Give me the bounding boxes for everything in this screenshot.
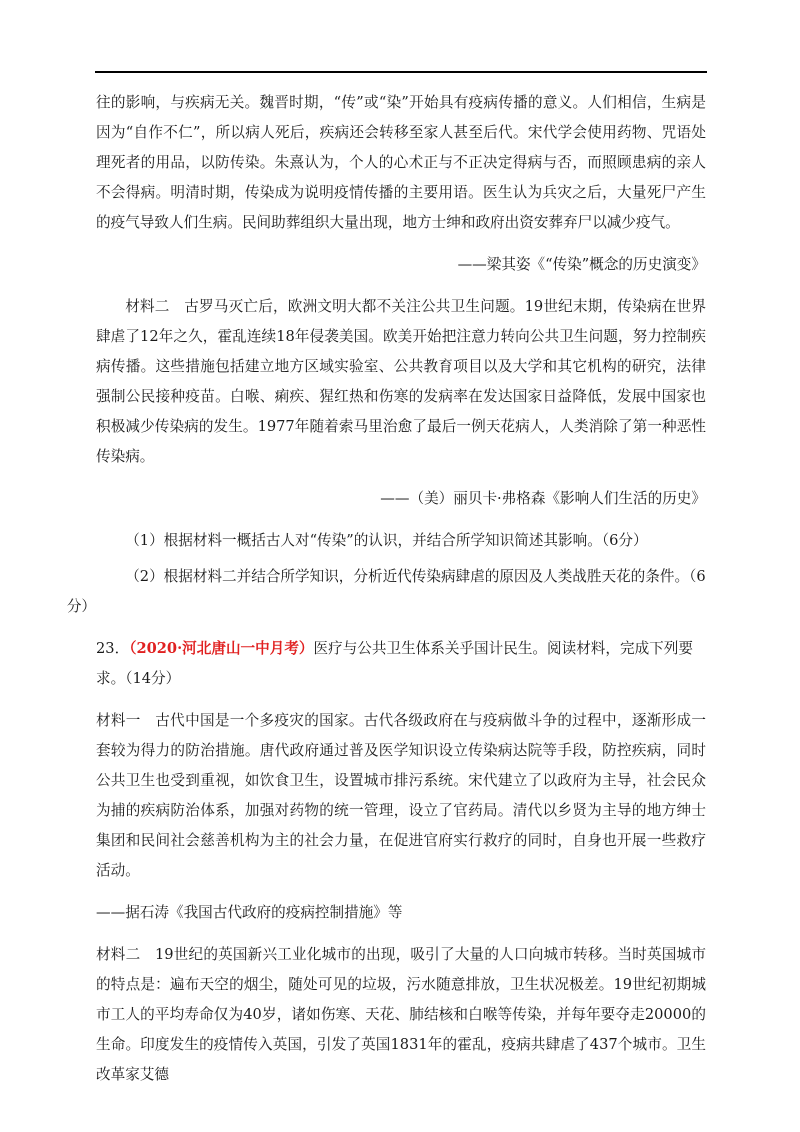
q23-material-1-text: 古代中国是一个多疫灾的国家。古代各级政府在与疫病做斗争的过程中，逐渐形成一套较为得力的防治措施。唐代政府通过普及医学知识设立传染病达院等手段，防控疾病，同时公共卫生也受到重视，如饮食卫生，设置城市排污系统。宋代建立了以政府为主导，社会民众为捕的疾病防治体系，加强对药物的统一管理，设立了官药局。清代以乡贤为主导的地方绅士集团和民间社会慈善机构为主的社会力量，在促进官府实行救疗的同时，自身也开展一些救疗活动。 bbox=[96, 712, 706, 879]
question-23-source-tag: （2020·河北唐山一中月考） bbox=[129, 640, 314, 657]
q23-material-2-text: 19世纪的英国新兴工业化城市的出现，吸引了大量的人口向城市转移。当时英国城市的特点是：遍布天空的烟尘，随处可见的垃圾，污水随意排放，卫生状况极差。19世纪初期城市工人的平均寿命仅为40岁，诸如伤寒、天花、肺结核和白喉等传染，并每年要夺走20000的生命。印度发生的疫情传入英国，引发了英国1831年的霍乱，疫病共肆虐了437个城市。卫生改革家艾德 bbox=[96, 946, 706, 1083]
q23-material-2-label: 材料二 bbox=[96, 946, 141, 963]
q23-material-1-label: 材料一 bbox=[96, 712, 141, 729]
source-citation-2: ——（美）丽贝卡·弗格森《影响人们生活的历史》 bbox=[380, 490, 706, 507]
source-citation-3: ——据石涛《我国古代政府的疫病控制措施》等 bbox=[96, 904, 403, 921]
question-23-heading bbox=[96, 634, 706, 694]
material-2-label: 材料二 bbox=[125, 298, 170, 315]
source-citation-1: ——梁其姿《“传染”概念的历史演变》 bbox=[457, 256, 706, 273]
question-1: （1）根据材料一概括古人对“传染”的认识，并结合所学知识简述其影响。（6分） bbox=[125, 532, 648, 549]
material-1-continuation: 往的影响，与疾病无关。魏晋时期，“传”或“染”开始具有疫病传播的意义。人们相信，生病是因为“自作不仁”，所以病人死后，疾病还会转移至家人甚至后代。宋代学会使用药物、咒语处理死者的用品，以防传染。朱熹认为，个人的心术正与不正决定得病与否，而照顾患病的亲人不会得病。明清时期，传染成为说明疫情传播的主要用语。医生认为兵灾之后，大量死尸产生的疫气导致人们生病。民间助葬组织大量出现，地方士绅和政府出资安葬弃尸以减少疫气。 bbox=[96, 94, 706, 231]
header-rule bbox=[95, 71, 707, 73]
q23-material-1-paragraph bbox=[96, 706, 706, 886]
question-2-text: （2）根据材料二并结合所学知识，分析近代传染病肆虐的原因及人类战胜天花的条件。（6 bbox=[125, 568, 706, 585]
question-23-prompt: 医疗与公共卫生体系关乎国计民生。阅读材料，完成下列要求。（14分） bbox=[96, 640, 693, 687]
question-2-points: 分） bbox=[66, 598, 97, 615]
question-23-number: 23． bbox=[96, 640, 130, 657]
question-2 bbox=[66, 562, 706, 622]
document-page bbox=[66, 88, 706, 1102]
material-2-text: 古罗马灭亡后，欧洲文明大都不关注公共卫生问题。19世纪末期，传染病在世界肆虐了12年之久，霍乱连续18年侵袭美国。欧美开始把注意力转向公共卫生问题，努力控制疾病传播。这些措施包括建立地方区域实验室、公共教育项目以及大学和其它机构的研究，法律强制公民接种疫苗。白喉、痢疾、猩红热和伤寒的发病率在发达国家日益降低，发展中国家也积极减少传染病的发生。1977年随着索马里治愈了最后一例天花病人，人类消除了第一种恶性传染病。 bbox=[96, 298, 706, 465]
material-2-paragraph bbox=[96, 292, 706, 472]
q23-material-2-paragraph bbox=[96, 940, 706, 1090]
